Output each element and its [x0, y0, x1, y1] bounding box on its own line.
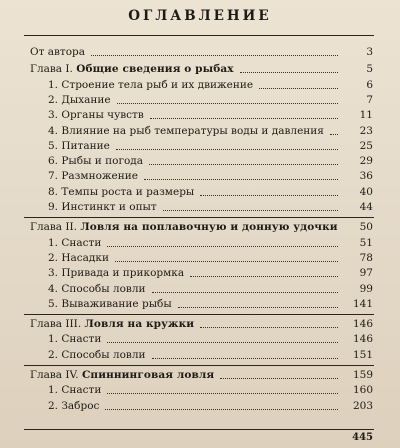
- page-number: 5: [366, 63, 373, 76]
- section-row[interactable]: [0, 78, 400, 93]
- section-label: 1. Снасти: [48, 333, 102, 346]
- dot-leader: [240, 72, 338, 73]
- dot-leader: [150, 118, 338, 119]
- page-number: 151: [352, 348, 373, 361]
- section-label: 3. Привада и прикормка: [48, 267, 185, 280]
- section-label: 1. Снасти: [48, 384, 102, 397]
- section-label: От автора: [30, 46, 86, 58]
- page-number: 141: [352, 297, 373, 310]
- section-row[interactable]: [0, 124, 400, 139]
- dot-leader: [107, 342, 338, 343]
- section-label: 9. Инстинкт и опыт: [48, 201, 157, 213]
- dot-leader: [107, 246, 338, 247]
- section-row[interactable]: [0, 236, 400, 251]
- page-number: 3: [366, 46, 373, 58]
- dot-leader: [107, 393, 338, 394]
- dot-leader: [115, 261, 338, 262]
- dot-leader: [220, 378, 338, 379]
- page-number: 11: [359, 109, 373, 122]
- section-label: 3. Органы чувств: [48, 109, 144, 122]
- chapter-title: Ловля на кружки: [84, 318, 195, 331]
- section-label: 4. Способы ловли: [48, 282, 146, 295]
- page-number: 78: [359, 251, 373, 264]
- section-row[interactable]: [0, 332, 400, 347]
- dot-leader: [259, 88, 338, 89]
- section-row[interactable]: [0, 297, 400, 312]
- section-label: 6. Рыбы и погода: [48, 155, 143, 168]
- dot-leader: [200, 195, 338, 196]
- section-row[interactable]: [0, 200, 400, 215]
- bottom-rule: [24, 429, 374, 430]
- chapter-title: Ловля на поплавочную и донную удочки: [80, 221, 338, 234]
- page-number: 50: [359, 221, 373, 234]
- dot-leader: [178, 307, 338, 308]
- dot-leader: [105, 409, 338, 410]
- page-number: 159: [352, 369, 373, 381]
- top-rule: [24, 35, 374, 36]
- page-number: 25: [359, 139, 373, 152]
- section-label: 1. Снасти: [48, 236, 102, 249]
- page-number: 203: [352, 399, 373, 412]
- chapter-label: [30, 368, 214, 383]
- chapter-number: Глава II.: [30, 221, 78, 234]
- dot-leader: [144, 179, 338, 180]
- section-label: 5. Питание: [48, 139, 110, 152]
- section-row[interactable]: [0, 185, 400, 200]
- chapter-number: Глава I.: [30, 63, 73, 76]
- chapter-title: Общие сведения о рыбах: [76, 63, 234, 76]
- page-number: 6: [366, 78, 373, 91]
- chapter-row[interactable]: [0, 368, 400, 383]
- section-row[interactable]: [0, 282, 400, 297]
- page-title: ОГЛАВЛЕНИЕ: [128, 8, 272, 24]
- chapter-row[interactable]: [0, 62, 400, 77]
- page-number: 29: [359, 155, 373, 168]
- dot-leader: [116, 149, 338, 150]
- section-row[interactable]: [0, 251, 400, 266]
- section-label: 2. Насадки: [48, 251, 109, 264]
- section-row[interactable]: [0, 139, 400, 154]
- section-row[interactable]: [0, 45, 400, 60]
- chapter-number: Глава III.: [30, 318, 82, 331]
- page-number: 146: [352, 333, 373, 346]
- section-label: 2. Способы ловли: [48, 348, 146, 361]
- chapter-row[interactable]: [0, 220, 400, 235]
- page-number: 44: [359, 201, 373, 213]
- page-number: 99: [359, 282, 373, 295]
- page-number: 7: [366, 93, 373, 106]
- section-row[interactable]: [0, 93, 400, 108]
- section-label: 1. Строение тела рыб и их движение: [48, 78, 254, 91]
- page-number: 40: [359, 185, 373, 198]
- section-label: 8. Темпы роста и размеры: [48, 185, 195, 198]
- dot-leader: [152, 358, 338, 359]
- page-number: 36: [359, 170, 373, 183]
- dot-leader: [91, 55, 338, 56]
- page-number: 97: [359, 267, 373, 280]
- page-number: 23: [359, 124, 373, 137]
- section-row[interactable]: [0, 266, 400, 281]
- chapter-label: [30, 62, 234, 77]
- section-label: 7. Размножение: [48, 170, 138, 183]
- section-row[interactable]: [0, 383, 400, 398]
- page-folio: 445: [352, 432, 373, 443]
- section-label: 5. Вываживание рыбы: [48, 297, 172, 310]
- chapter-number: Глава IV.: [30, 369, 79, 381]
- section-row[interactable]: [0, 169, 400, 184]
- page-number: 146: [352, 318, 373, 331]
- chapter-label: [30, 317, 194, 332]
- page-number: 51: [359, 236, 373, 249]
- dot-leader: [190, 276, 338, 277]
- section-row[interactable]: [0, 348, 400, 363]
- dot-leader: [149, 164, 338, 165]
- dot-leader: [330, 134, 338, 135]
- page-number: 160: [352, 384, 373, 397]
- chapter-separator: [24, 217, 374, 218]
- dot-leader: [117, 103, 338, 104]
- section-row[interactable]: [0, 154, 400, 169]
- chapter-title: Спиннинговая ловля: [81, 369, 215, 381]
- dot-leader: [152, 292, 338, 293]
- section-row[interactable]: [0, 108, 400, 123]
- section-label: 2. Заброс: [48, 399, 100, 412]
- chapter-separator: [24, 314, 374, 315]
- section-label: 2. Дыхание: [48, 93, 111, 106]
- dot-leader: [163, 210, 338, 211]
- chapter-separator: [24, 365, 374, 366]
- chapter-row[interactable]: [0, 317, 400, 332]
- section-label: 4. Влияние на рыб температуры воды и давления: [48, 124, 324, 137]
- dot-leader: [200, 327, 338, 328]
- section-row[interactable]: [0, 399, 400, 414]
- chapter-label: [30, 220, 338, 235]
